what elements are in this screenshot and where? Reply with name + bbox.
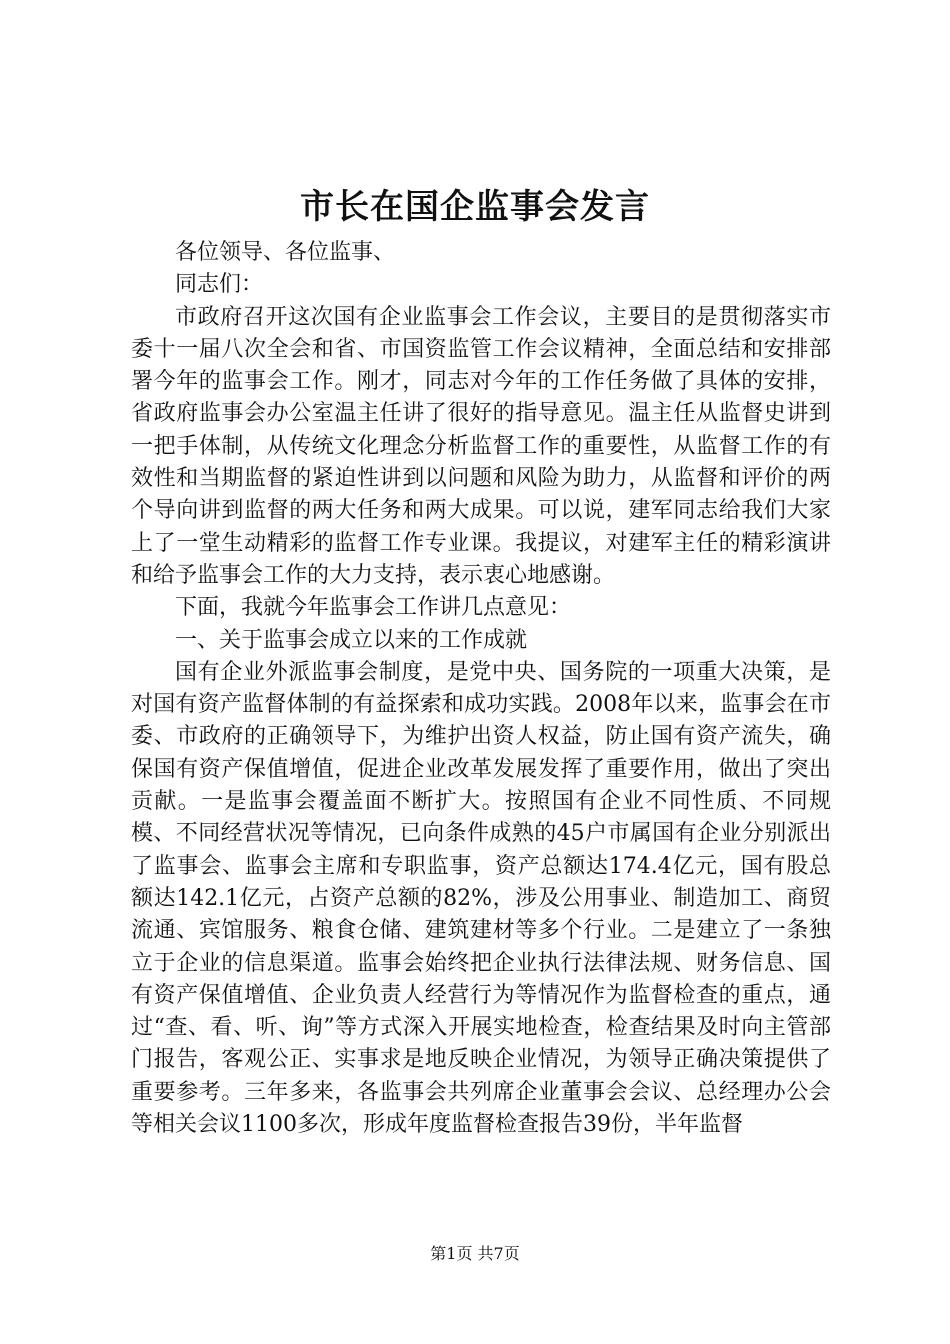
- body-paragraph: 市政府召开这次国有企业监事会工作会议，主要目的是贯彻落实市委十一届八次全会和省、市国资监管工作会议精神，全面总结和安排部署今年的监事会工作。刚才，同志对今年的工作任务做了具体的安排，省政府监事会办公室温主任讲了很好的指导意见。温主任从监督史讲到一把手体制，从传统文化理念分析监督工作的重要性，从监督工作的有效性和当期监督的紧迫性讲到以问题和风险为助力，从监督和评价的两个导向讲到监督的两大任务和两大成果。可以说，建军同志给我们大家上了一堂生动精彩的监督工作专业课。我提议，对建军主任的精彩演讲和给予监事会工作的大力支持，表示衷心地感谢。: [131, 304, 831, 588]
- page-footer: 第1页 共7页: [430, 1244, 520, 1263]
- salutation-line: 各位领导、各位监事、: [175, 240, 396, 265]
- section-heading: 一、关于监事会成立以来的工作成就: [175, 627, 528, 653]
- document-title: 市长在国企监事会发言: [300, 187, 650, 227]
- salutation-line: 同志们：: [175, 272, 264, 298]
- document-body: [131, 237, 831, 1141]
- body-paragraph: 国有企业外派监事会制度，是党中央、国务院的一项重大决策，是对国有资产监督体制的有益探索和成功实践。2008年以来，监事会在市委、市政府的正确领导下，为维护出资人权益，防止国有资产流失，确保国有资产保值增值，促进企业改革发展发挥了重要作用，做出了突出贡献。一是监事会覆盖面不断扩大。按照国有企业不同性质、不同规模、不同经营状况等情况，已向条件成熟的45户市属国有企业分别派出了监事会、监事会主席和专职监事，资产总额达174.4亿元，国有股总额达142.1亿元，占资产总额的82%，涉及公用事业、制造加工、商贸流通、宾馆服务、粮食仓储、建筑建材等多个行业。二是建立了一条独立于企业的信息渠道。监事会始终把企业执行法律法规、财务信息、国有资产保值增值、企业负责人经营行为等情况作为监督检查的重点，通过“查、看、听、询”等方式深入开展实地检查，检查结果及时向主管部门报告，客观公正、实事求是地反映企业情况，为领导正确决策提供了重要参考。三年多来，各监事会共列席企业董事会会议、总经理办公会等相关会议1100多次，形成年度监督检查报告39份，半年监督: [131, 659, 831, 1138]
- body-paragraph: 下面，我就今年监事会工作讲几点意见：: [175, 595, 572, 621]
